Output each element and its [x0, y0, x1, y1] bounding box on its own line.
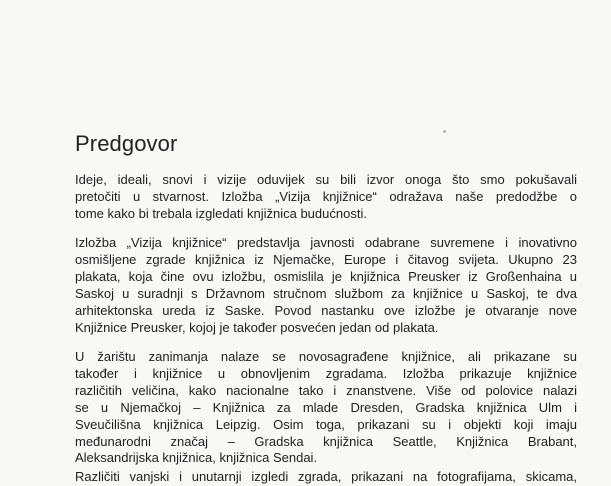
paragraph-line: se u Njemačkoj – Knjižnica za mlade Dresden, Gradska knjižnica Ulm i [75, 399, 577, 415]
scan-speck [443, 130, 446, 133]
paragraph-line: pretočiti u stvarnost. Izložba „Vizija knjižnice“ odražava naše predodžbe o [75, 188, 577, 204]
paragraph-3 [75, 349, 577, 467]
paragraph-line: tome kako bi trebala izgledati knjižnica budućnosti. [75, 205, 367, 221]
paragraph-4 [75, 469, 577, 486]
paragraph-line: Izložba „Vizija knjižnice“ predstavlja javnosti odabrane suvremene i inovativno [75, 235, 577, 250]
paragraph-line: također i knjižnice u obnovljenim zgradama. Izložba prikazuje knjižnice [75, 365, 577, 381]
paragraph-line: Knjižnice Preusker, kojoj je također posvećen jedan od plakata. [75, 319, 439, 335]
paragraph-line: arhitektonska ureda iz Saske. Povod nastanku ove izložbe je otvaranje nove [75, 302, 577, 318]
paragraph-line: osmišljene zgrade knjižnica iz Njemačke, Europe i čitavog svijeta. Ukupno 23 [75, 251, 577, 267]
paragraph-line: Različiti vanjski i unutarnji izgledi zgrada, prikazani na fotografijama, skicama, [75, 469, 577, 484]
page-title: Predgovor [75, 131, 178, 156]
paragraph-line: Saskoj u suradnji s Državnom stručnom službom za knjižnice u Saskoj, te dva [75, 285, 577, 301]
paragraph-line: U žarištu zanimanja nalaze se novosagrađene knjižnice, ali prikazane su [75, 349, 577, 364]
paragraph-line: različitih veličina, kako nacionalne tako i znanstvene. Više od polovice nalazi [75, 382, 577, 398]
paragraph-line: plakata, koja čine ovu izložbu, osmislila je knjižnica Preusker iz Großenhaina u [75, 268, 577, 284]
paragraph-line: Sveučilišna knjižnica Leipzig. Osim toga, prikazani su i objekti koji imaju [75, 416, 577, 432]
paragraph-line: Ideje, ideali, snovi i vizije oduvijek su bili izvor onoga što smo pokušavali [75, 172, 577, 187]
paragraph-line: Aleksandrijska knjižnica, knjižnica Sendai. [75, 450, 318, 466]
paragraph-line: međunarodni značaj – Gradska knjižnica Seattle, Knjižnica Brabant, [75, 433, 577, 449]
paragraph-2 [75, 235, 577, 336]
paragraph-1 [75, 172, 577, 223]
